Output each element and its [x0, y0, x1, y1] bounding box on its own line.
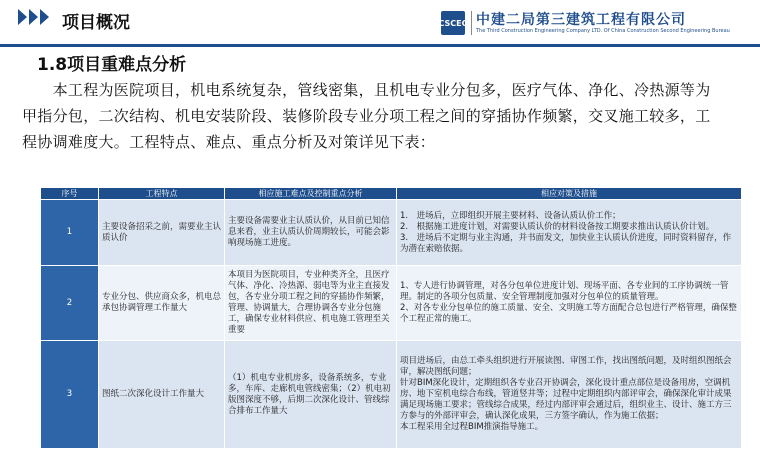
measure-line: 针对BIM深化设计，定期组织各专业召开协调会，深化设计重点部位是设备用房，空调机房、地下室机电综合布线，管道竖井等；过程中定期组织内部评审会，确保深化审计成果满足现场施工要求；管线综合成果，经过内部评审会通过后，组织业主、设计、施工方三方参与的外部评审会，确认深化成果，三方签字确认，作为施工依据； [400, 378, 732, 421]
logo-divider [471, 11, 472, 35]
measure-line: 1. 进场后，立即组织开展主要材料、设备认质认价工作； [400, 210, 621, 221]
measure-line: 1、专人进行协调管理，对各分包单位进度计划、现场平面、各专业间的工序协调统一管理。制定的各项分包质量、安全管理制度加强对分包单位的质量管理。 [400, 281, 729, 302]
table-row [41, 341, 742, 449]
chevron-arrows-icon [18, 9, 51, 25]
company-logo: CSCEC [441, 11, 465, 35]
intro-text: 本工程为医院项目，机电系统复杂，管线密集，且机电专业分包多，医疗气体、净化、冷热源等为甲指分包，二次结构、机电安装阶段、装修阶段专业分项工程之间的穿插协作频繁，交叉施工较多，工程协调难度大。工程特点、难点、重点分析及对策详见下表： [22, 81, 711, 151]
intro-paragraph [22, 77, 722, 155]
col-header-feature: 工程特点 [99, 188, 225, 200]
col-header-measures: 相应对策及措施 [397, 188, 742, 200]
row-measures [397, 200, 742, 266]
row-measures [397, 266, 742, 341]
header-divider [0, 44, 760, 47]
company-english-name: The Third Construction Engineering Company LTD. Of China Construction Second Engineering Bureau [476, 28, 730, 34]
row-analysis: 本项目为医院项目，专业种类齐全，且医疗气体、净化、冷热源、弱电等为业主直接发包，各专业分项工程之间的穿插协作频繁，管理、协调量大，合理协调各专业分包施工，确保专业材料供应、机电施工管理至关重要 [225, 266, 397, 341]
row-index: 1 [41, 200, 99, 266]
measure-line: 3. 进场后不定期与业主沟通，并书面发文，加快业主认质认价进度，同时资料留存，作为潜在索赔依据。 [400, 232, 732, 254]
row-feature: 图纸二次深化设计工作量大 [99, 341, 225, 449]
row-feature: 专业分包、供应商众多，机电总承包协调管理工作量大 [99, 266, 225, 341]
measure-line: 本工程采用全过程BIM推演指导施工。 [400, 422, 544, 432]
col-header-analysis: 相应施工难点及控制重点分析 [225, 188, 397, 200]
row-index: 2 [41, 266, 99, 341]
row-feature: 主要设备招采之前，需要业主认质认价 [99, 200, 225, 266]
subsection-title: 1.8项目重难点分析 [37, 55, 187, 75]
row-index: 3 [41, 341, 99, 449]
row-analysis: （1）机电专业机房多，设备系统多，专业多，车库、走廊机电管线密集；（2）机电初版图深度不够，后期二次深化设计、管线综合排布工作量大 [225, 341, 397, 449]
section-title: 项目概况 [62, 13, 130, 33]
col-header-index: 序号 [41, 188, 99, 200]
page-header [0, 0, 760, 44]
difficulty-analysis-table [40, 187, 742, 449]
row-analysis: 主要设备需要业主认质认价，从目前已知信息来看，业主认质认价周期较长，可能会影响现场施工进度。 [225, 200, 397, 266]
measure-line: 2、对各专业分包单位的施工质量、安全、文明施工等方面配合总包进行严格管理，确保整个工程正常的施工。 [400, 303, 737, 324]
row-measures [397, 341, 742, 449]
table-row [41, 266, 742, 341]
measure-line: 项目进场后，由总工牵头组织进行开展读图、审图工作，找出图纸问题，及时组织图纸会审，解决图纸问题； [400, 356, 732, 377]
table-row [41, 200, 742, 266]
table-header-row [41, 188, 742, 200]
company-name: 中建二局第三建筑工程有限公司 [476, 12, 686, 28]
measure-line: 2. 根据施工进度计划，对需要认质认价的材料设备按工期要求推出认质认价计划。 [400, 221, 715, 232]
